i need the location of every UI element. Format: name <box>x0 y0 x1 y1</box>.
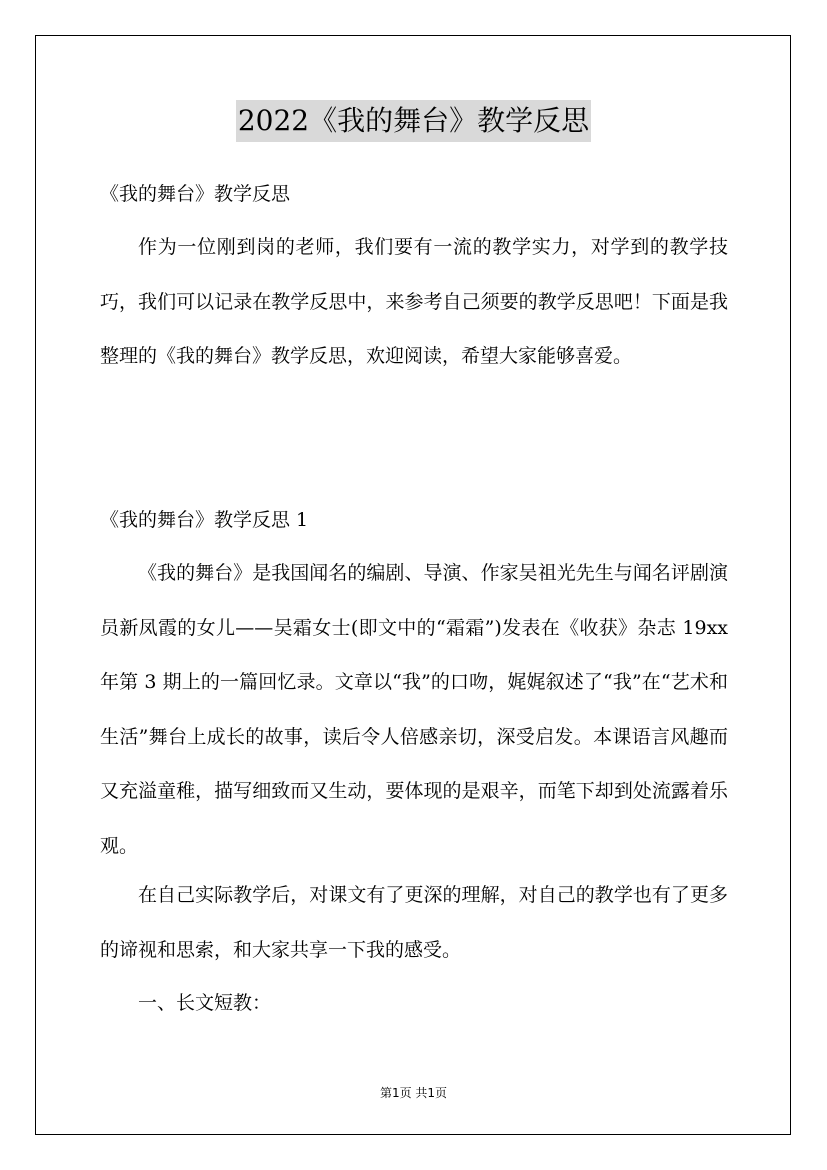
body-paragraph-2: 在自己实际教学后，对课文有了更深的理解，对自己的教学也有了更多的谛视和思索，和大家共享一下我的感受。 <box>100 884 728 961</box>
document-subtitle: 《我的舞台》教学反思 <box>100 183 291 205</box>
page-footer: 第1页 共1页 <box>379 1086 448 1100</box>
section-heading: 《我的舞台》教学反思 1 <box>100 509 309 531</box>
document-title: 2022《我的舞台》教学反思 <box>236 100 591 142</box>
intro-paragraph: 作为一位刚到岗的老师，我们要有一流的教学实力，对学到的教学技巧，我们可以记录在教学反思中，来参考自己须要的教学反思吧！下面是我整理的《我的舞台》教学反思，欢迎阅读，希望大家能够喜爱。 <box>100 236 728 367</box>
body-paragraph-1: 《我的舞台》是我国闻名的编剧、导演、作家吴祖光先生与闻名评剧演员新凤霞的女儿——吴霜女士(即文中的“霜霜”)发表在《收获》杂志 19xx 年第 3 期上的一篇回忆录。文章以“我”的口吻，娓娓叙述了“我”在“艺术和生活”舞台上成长的故事，读后令人倍感亲切，深受启发。本课语言风趣而又充溢童稚，描写细致而又生动，要体现的是艰辛，而笔下却到处流露着乐观。 <box>100 562 728 857</box>
title-container <box>0 100 827 142</box>
list-item-heading: 一、长文短教： <box>138 992 272 1014</box>
